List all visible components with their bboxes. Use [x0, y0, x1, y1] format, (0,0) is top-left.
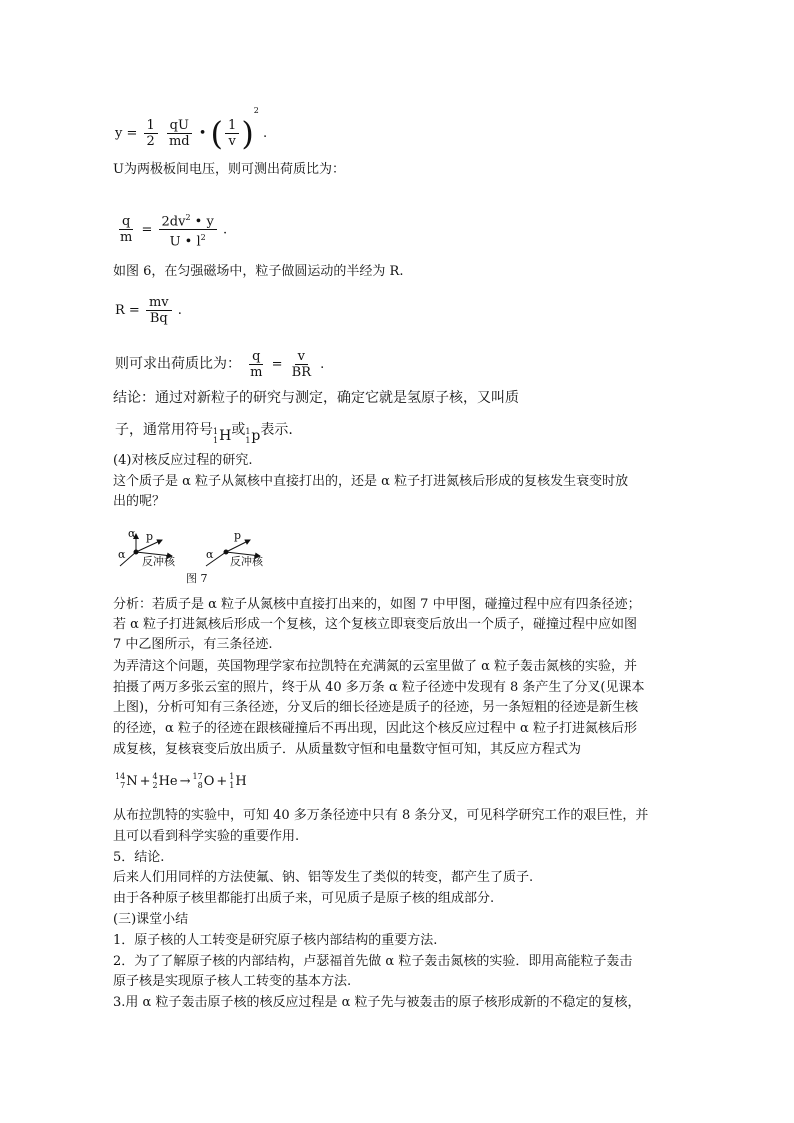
body-line: 从布拉凯特的实验中，可知 40 多万条径迹中只有 8 条分叉，可见科学研究工作的艰巨性，并: [113, 808, 649, 823]
fraction-mv-bq: [146, 295, 172, 326]
den-part: U • l: [169, 234, 201, 250]
period: .: [263, 126, 268, 141]
conclusion-text-a: 子，通常用符号: [115, 422, 213, 438]
body-line: 由于各种原子核里都能打出质子来，可见质子是原子核的组成部分.: [113, 891, 495, 906]
idx-bot: 1: [245, 436, 251, 445]
fraction-half: [144, 118, 158, 149]
formula-qm-1: [115, 210, 227, 250]
symbol: O: [203, 773, 215, 789]
formula-y: [115, 106, 268, 153]
nuclide-o: [193, 772, 215, 790]
symbol: N: [126, 773, 138, 789]
idx-top: 14: [115, 772, 126, 781]
or-text: 或: [231, 422, 246, 438]
prefix-text: 则可求出荷质比为：: [115, 356, 241, 372]
paren-open: (: [210, 114, 224, 153]
frac-num: mv: [146, 295, 172, 311]
idx-bot: 1: [229, 781, 235, 790]
symbol: p: [251, 428, 261, 444]
figure-7-diagram: [110, 524, 290, 574]
period: .: [222, 222, 228, 238]
analysis-line: 拍摄了两万多张云室的照片，终于从 40 多万条 α 粒子径迹中发现有 8 条产生了分叉(见课本: [113, 680, 645, 695]
section-4-heading: (4)对核反应过程的研究.: [113, 453, 253, 468]
idx-top: 1: [245, 427, 251, 436]
indices: [213, 427, 218, 445]
frac-den: 2: [146, 134, 155, 149]
paren-close: ): [241, 114, 254, 153]
formula-y-lhs: y =: [115, 126, 138, 141]
frac-num: v: [295, 349, 308, 365]
nuclide-he: [152, 772, 177, 790]
symbol: H: [235, 773, 247, 789]
frac-num: q: [119, 214, 133, 230]
exponent: 2: [253, 106, 259, 115]
summary-item: 3.用 α 粒子轰击原子核的核反应过程是 α 粒子先与被轰击的原子核形成新的不稳定的复核，: [113, 995, 641, 1010]
label-alpha: α: [118, 548, 126, 561]
fraction-q-m: [117, 214, 135, 245]
equals: =: [141, 222, 153, 238]
conclusion-text-b: 表示.: [260, 422, 293, 438]
indices: [193, 772, 203, 790]
label-recoil: 反冲核: [230, 555, 263, 568]
num-part: 2dv: [161, 214, 186, 230]
question-line-2: 出的呢？: [113, 494, 166, 509]
line-fig6: 如图 6，在匀强磁场中，粒子做圆运动的半经为 R.: [113, 264, 404, 279]
analysis-line: 的径迹，α 粒子的径迹在跟核碰撞后不再出现，因此这个核反应过程中 α 粒子打进氮核后形: [113, 721, 637, 736]
idx-bot: 1: [213, 436, 219, 445]
indices: [152, 772, 157, 790]
sup: 2: [185, 213, 191, 222]
indices: [115, 772, 125, 790]
idx-top: 17: [192, 772, 203, 781]
fraction-qu-md: [166, 118, 193, 149]
summary-heading: (三)课堂小结: [113, 912, 189, 927]
frac-num: 1: [144, 118, 158, 134]
summary-item: 2．为了了解原子核的内部结构，卢瑟福首先做 α 粒子轰击氮核的实验．即用高能粒子轰击: [113, 954, 633, 969]
plus: +: [139, 773, 151, 789]
frac-den: BR: [291, 365, 311, 380]
indices: [245, 427, 250, 445]
arrow-icon: →: [179, 773, 191, 789]
fraction-q-m: [247, 349, 265, 380]
body-line: 后来人们用同样的方法使氟、钠、铝等发生了类似的转变，都产生了质子.: [113, 870, 534, 885]
label-p: p: [146, 530, 154, 543]
fraction-1-v: [225, 118, 239, 149]
analysis-line: 若 α 粒子打进氮核后形成一个复核，这个复核立即衰变后放出一个质子，碰撞过程中应如图: [113, 617, 638, 632]
summary-item: 1．原子核的人工转变是研究原子核内部结构的重要方法.: [113, 933, 438, 948]
analysis-line: 7 中乙图所示，有三条径迹.: [113, 637, 273, 652]
idx-top: 1: [229, 772, 235, 781]
formula-qm-2: [115, 349, 324, 380]
line-u: U为两极板间电压，则可测出荷质比为：: [113, 162, 345, 177]
figure-caption: 图 7: [186, 572, 208, 585]
frac-num: [159, 210, 217, 230]
symbol-h: [213, 426, 231, 446]
idx-bot: 2: [152, 781, 158, 790]
symbol: H: [219, 428, 232, 444]
fraction-2dv2y: [159, 210, 217, 250]
plus: +: [216, 773, 228, 789]
symbol: He: [158, 773, 178, 789]
fraction-v-br: [289, 349, 314, 380]
label-alpha: α: [128, 527, 136, 540]
frac-num: 1: [225, 118, 239, 134]
frac-num: q: [249, 349, 263, 365]
indices: [229, 772, 234, 790]
frac-den: m: [250, 365, 263, 380]
period: .: [177, 303, 182, 318]
idx-top: 1: [213, 427, 219, 436]
symbol-p: [245, 426, 260, 446]
conclusion-line-2: [115, 420, 293, 446]
body-line: 且可以看到科学实验的重要作用.: [113, 829, 300, 844]
analysis-line: 为弄清这个问题，英国物理学家布拉凯特在充满氮的云室里做了 α 粒子轰击氮核的实验，并: [113, 659, 638, 674]
nuclide-h: [229, 772, 246, 790]
sup: 2: [200, 233, 206, 243]
formula-r-lhs: R =: [115, 303, 140, 318]
period: .: [320, 357, 325, 372]
section-5-heading: 5．结论.: [113, 850, 165, 865]
idx-top: 4: [152, 772, 158, 781]
figure-7: [110, 524, 290, 586]
frac-den: m: [120, 230, 133, 246]
num-part-b: • y: [190, 214, 214, 230]
idx-bot: 8: [197, 781, 203, 790]
idx-bot: 7: [120, 781, 126, 790]
analysis-line: 成复核，复核衰变后放出质子．从质量数守恒和电量数守恒可知，其反应方程式为: [113, 742, 582, 757]
label-p: p: [234, 529, 242, 542]
conclusion-line-1: 结论：通过对新粒子的研究与测定，确定它就是氢原子核，又叫质: [113, 390, 519, 406]
frac-num: qU: [167, 118, 192, 134]
nuclide-n: [115, 772, 138, 790]
frac-den: [167, 230, 209, 249]
summary-item: 原子核是实现原子核人工转变的基本方法.: [113, 974, 352, 989]
reaction-equation: [115, 772, 247, 790]
frac-den: v: [228, 134, 236, 149]
frac-den: md: [168, 134, 190, 149]
label-alpha: α: [206, 548, 214, 561]
frac-den: Bq: [149, 311, 168, 326]
label-recoil: 反冲核: [142, 555, 175, 568]
analysis-line: 分析：若质子是 α 粒子从氮核中直接打出来的，如图 7 中甲图，碰撞过程中应有四条径迹；: [113, 597, 641, 612]
formula-r: [115, 295, 182, 326]
dot: •: [198, 126, 207, 141]
question-line-1: 这个质子是 α 粒子从氮核中直接打出的，还是 α 粒子打进氮核后形成的复核发生衰变时放: [113, 474, 629, 489]
analysis-line: 上图)，分析可知有三条径迹，分叉后的细长径迹是质子的径迹，另一条短粗的径迹是新生核: [113, 700, 639, 715]
equals: =: [271, 357, 283, 372]
